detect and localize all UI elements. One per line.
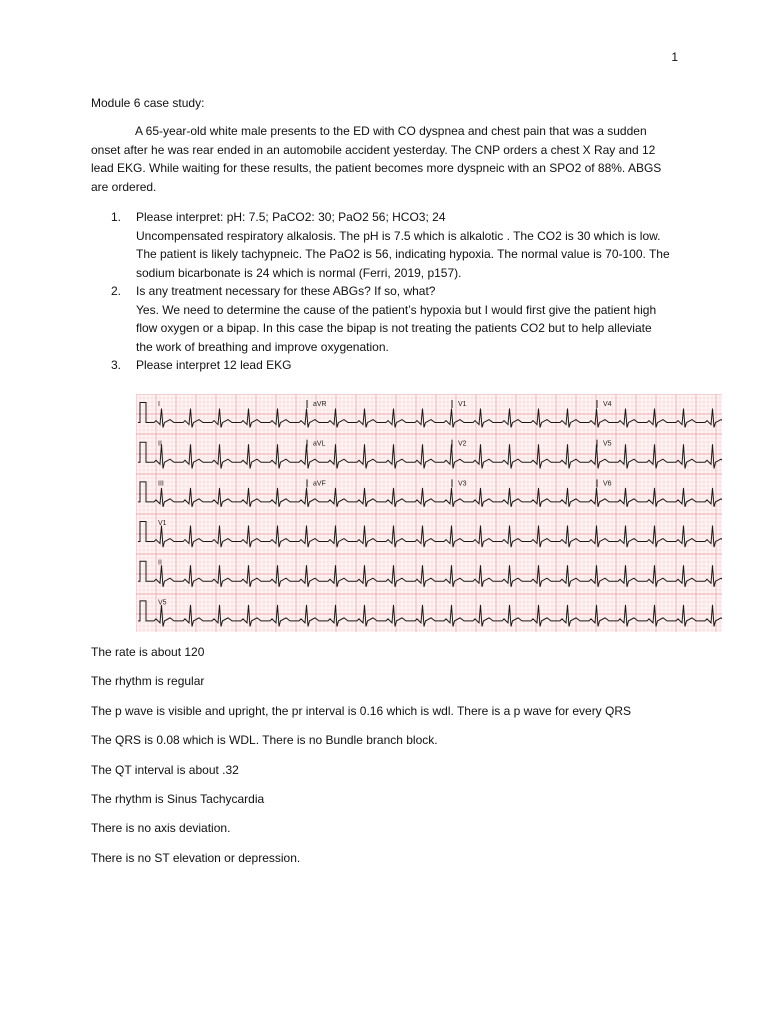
question-text: Please interpret: pH: 7.5; PaCO2: 30; PaO2 56; HCO3; 24 xyxy=(136,210,446,224)
question-item xyxy=(91,356,671,375)
ekg-lead-label: III xyxy=(158,480,164,488)
ekg-lead-label: aVL xyxy=(313,440,326,448)
question-item xyxy=(91,208,671,282)
answer-text: Yes. We need to determine the cause of the patient’s hypoxia but I would first give the patient high flow oxygen or a bipap. In this case the bipap is not treating the patients CO2 but to help alleviate the work of breathing and improve oxygenation. xyxy=(136,302,657,354)
question-text: Please interpret 12 lead EKG xyxy=(136,358,292,372)
question-number: 3. xyxy=(111,358,122,372)
ekg-lead-label: V5 xyxy=(603,440,612,448)
finding-line: The rate is about 120 xyxy=(91,645,205,659)
question-item xyxy=(91,282,671,356)
finding-line: The rhythm is regular xyxy=(91,674,205,689)
ekg-findings-list xyxy=(91,643,711,878)
ekg-lead-label: V1 xyxy=(458,401,467,408)
page-number: 1 xyxy=(671,50,678,64)
ekg-lead-label: aVF xyxy=(313,480,326,488)
question-list xyxy=(91,208,671,375)
finding-line: There is no axis deviation. xyxy=(91,821,231,836)
ekg-lead-label: V2 xyxy=(458,440,467,448)
question-number: 2. xyxy=(111,284,122,298)
ekg-lead-label: I xyxy=(158,401,160,408)
ekg-lead-label: V6 xyxy=(603,480,612,488)
ekg-lead-label: V3 xyxy=(458,480,467,488)
ekg-lead-label: aVR xyxy=(313,401,327,408)
answer-text: Uncompensated respiratory alkalosis. The pH is 7.5 which is alkalotic . The CO2 is 30 which is low. The patient is likely tachypneic. The PaO2 is 56, indicating hypoxia. The normal value is 70-100. The sodium bicarbonate is 24 which is normal (Ferri, 2019, p157). xyxy=(136,228,670,280)
document-title: Module 6 case study: xyxy=(91,96,205,110)
ekg-lead-label: II xyxy=(158,559,162,567)
finding-line: The p wave is visible and upright, the pr interval is 0.16 which is wdl. There is a p wave for every QRS xyxy=(91,703,632,718)
ekg-lead-label: V4 xyxy=(603,401,612,408)
question-text: Is any treatment necessary for these ABGs? If so, what? xyxy=(136,284,436,298)
ekg-lead-label: II xyxy=(158,440,162,448)
finding-line: The QT interval is about .32 xyxy=(91,762,239,777)
ekg-lead-label: V1 xyxy=(158,520,167,527)
question-number: 1. xyxy=(111,210,122,224)
finding-line: There is no ST elevation or depression. xyxy=(91,850,301,865)
ekg-lead-label: V5 xyxy=(158,599,167,607)
finding-line: The rhythm is Sinus Tachycardia xyxy=(91,791,265,806)
ekg-strip-image xyxy=(136,394,722,632)
finding-line: The QRS is 0.08 which is WDL. There is no Bundle branch block. xyxy=(91,733,438,748)
case-intro: A 65-year-old white male presents to the ED with CO dyspnea and chest pain that was a sudden onset after he was rear ended in an automobile accident yesterday. The CNP orders a chest X Ray and 12 lead EKG. While waiting for these results, the patient becomes more dyspneic with an SPO2 of 88%. ABGS are ordered. xyxy=(91,124,662,194)
